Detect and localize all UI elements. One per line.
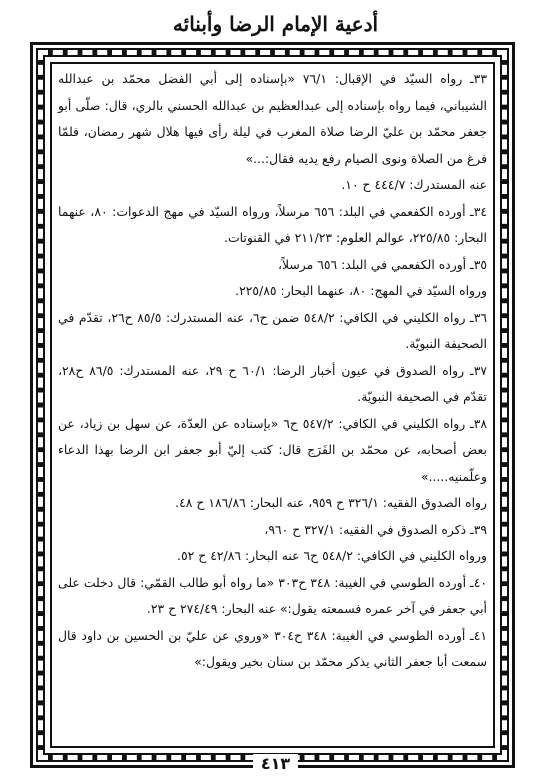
note-38: ٣٨ـ رواه الكليني في الكافي: ٥٤٧/٢ ح٦ «بإسناده عن العدّة، عن سهل بن زياد، عن بعض أصحابه، عن محمّد بن الفَرَج قال: كتب إليّ أبو جعفر ابن الرضا بهذا الدعاء وعلّمنيه.....»	[58, 415, 488, 484]
note-39-ref: ورواه الكليني في الكافي: ٥٤٨/٢ ح٦ عنه البحار: ٤٢/٨٦ ح ٥٢.	[177, 548, 487, 563]
note-33: ٣٣ـ رواه السيّد في الإقبال: ٧٦/١ «بإسناده إلى أبي الفضل محمّد بن عبدالله الشيباني، فيما رواه بإسناده إلى عبدالعظيم بن عبدالله الحسني بالري، قال: صلّى أبو جعفر محمّد بن عليّ الرضا صلاة المغرب في ليلة رأى فيها هلال شهر رمضان، فلمّا فرغ من الصلاة ونوى الصيام رفع يديه فقال:...»	[58, 71, 487, 166]
note-39: ٣٩ـ ذكره الصدوق في الفقيه: ٣٢٧/١ ح ٩٦٠،	[264, 521, 487, 537]
page-number	[0, 752, 551, 776]
note-33-ref: عنه المستدرك: ٤٤٤/٧ ح ١٠.	[341, 177, 487, 192]
note-36: ٣٦ـ رواه الكليني في الكافي: ٥٤٨/٢ ضمن ح٦، عنه المستدرك: ٨٥/٥ ح٢٦، تقدّم في الصحيفة النبويّة.	[58, 309, 487, 351]
note-37: ٣٧ـ رواه الصدوق في عيون أخبار الرضا: ٦٠/١ ح ٢٩، عنه المستدرك: ٨٦/٥ ح٢٨، تقدّم في الصحيفة النبويّة.	[58, 362, 487, 404]
note-40: ٤٠ـ أورده الطوسي في الغيبة: ٣٤٨ ح٣٠٣ «ما رواه أبو طالب القمّي: قال دخلت على أبي جعفر في آخر عمره فسمعته يقول:» عنه البحار: ٢٧٤/٤٩ ح ٢٣.	[58, 574, 487, 616]
note-35-ref: ورواه السيّد في المهج: ٨٠، عنهما البحار: ٢٢٥/٨٥.	[235, 283, 487, 298]
note-38-ref: رواه الصدوق الفقيه: ٣٢٦/١ ح ٩٥٩، عنه البحار: ١٨٦/٨٦ ح ٤٨.	[175, 495, 487, 510]
note-35: ٣٥ـ أورده الكفعمي في البلد: ٦٥٦ مرسلاً،	[278, 256, 487, 272]
page-number-text: ٤١٣	[253, 754, 298, 773]
running-header: أدعية الإمام الرضا وأبنائه	[172, 12, 379, 36]
note-34: ٣٤ـ أورده الكفعمي في البلد: ٦٥٦ مرسلاً، ورواه السيّد في مهج الدعوات: ٨٠، عنهما البحار: ٢٢٥/٨٥، عوالم العلوم: ٢١١/٢٣ في القنوتات.	[58, 203, 487, 245]
footnotes-body	[58, 66, 487, 676]
note-41: ٤١ـ أورده الطوسي في الغيبة: ٣٤٨ ح٣٠٤ «وروي عن عليّ بن الحسين بن داود قال سمعت أبا جعفر الثاني يذكر محمّد بن سنان بخير ويقول:»	[58, 627, 487, 669]
